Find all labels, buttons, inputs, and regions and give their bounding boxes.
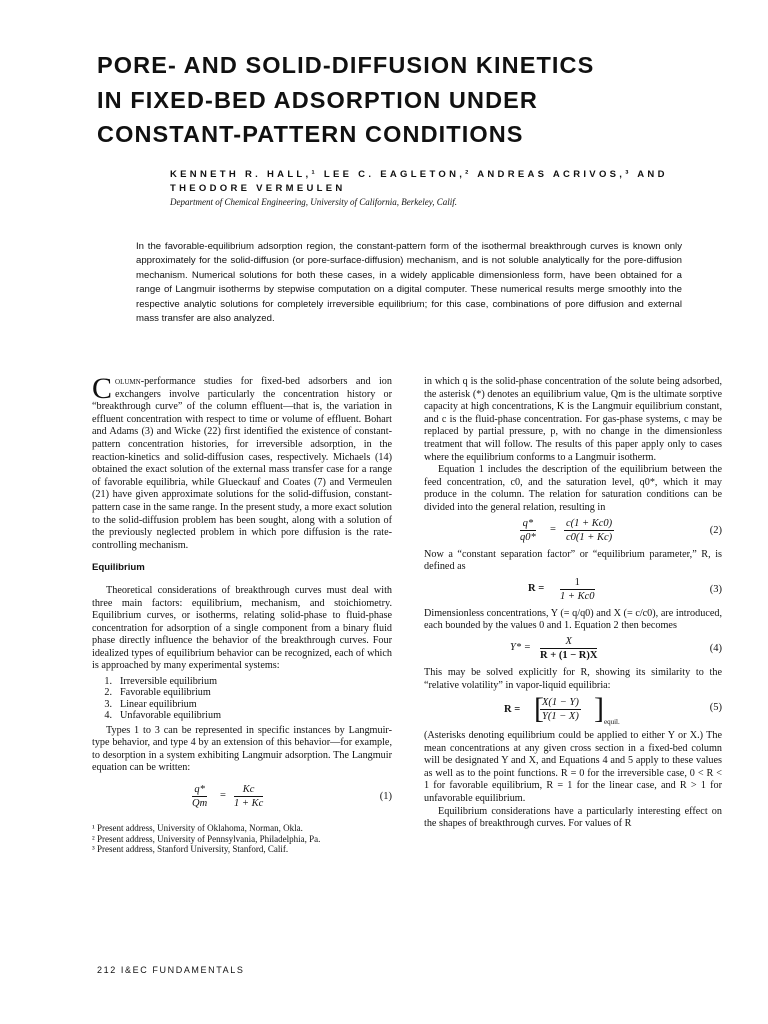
equation-4: Y* = $\frac{X}{R + (1 - R)X}$ (4) [510,635,722,661]
footnote-2: ² Present address, University of Pennsylvania, Philadelphia, Pa. [92,833,321,844]
abstract: In the favorable-equilibrium adsorption region, the constant-pattern form of the isothermal breakthrough curves is known only approximately for the solid-diffusion (or pore-surface-diffusion) mechanism, and is not soluble analytically for the pore-diffusion mechanism. Numerical solutions for both these cases, in a widely applicable dimensionless form, have been obtained for a range of Langmuir isotherms by stepwise computation on a digital computer. These numerical results merge smoothly into the respective analytic solutions for completely irreversible equilibrium; for this case, combinations of pore diffusion and external mass transfer are also analyzed. [136,241,682,325]
authors-line-2: THEODORE VERMEULEN [170,183,346,194]
page-footer: 212 I&EC FUNDAMENTALS [97,965,245,975]
footnotes [92,823,392,855]
langmuir-paragraph: Types 1 to 3 can be represented in specific instances by Langmuir-type behavior, and type 4 by an extension of this behavior—for example, to desorption in a system exhibiting Langmuir adsorption. The Langmuir equation can be written: [92,724,392,774]
equation-5: R = [ $\frac{X(1 - Y)}{Y(1 - X)}$ ] equil. (5) [504,692,722,727]
equation-1: $\frac{q*}{Qm}$ = $\frac{Kc}{1 + Kc}$ (1) [192,784,392,810]
intro-text: -performance studies for fixed-bed adsorbers and ion exchangers involve particularly the concentration history or “breakthrough curve” of the column effluent—that is, the variation in effluent concentration with respect to time or volume of effluent. Bohart and Adams (3) and Wicke (22) first identified the existence of constant-pattern concentration histories, for irreversible adsorption, in the reaction-kinetics and solid-diffusion cases, respectively. Michaels (14) obtained the exact solution of the external mass transfer case for a range of favorable equilibria, while Glueckauf and Coates (7) and Vermeulen (21) have given approximate solutions for the solid-diffusion, constant-pattern case in the same range. In the present study, a more exact solution to the solid-diffusion problem has been sought, along with a solution of the previously neglected problem in which pore diffusion is the rate-controlling mechanism. [92,376,392,551]
title-line-2: IN FIXED-BED ADSORPTION UNDER [97,86,538,113]
eq3-rhs: $\frac{1}{1 + Kc0}$ [560,576,595,602]
right-paragraph-2: Equation 1 includes the description of the equilibrium between the feed concentration, c0, and the saturation level, q0*, which it may produce in the column. The relation for saturation conditions can be divided into the general relation, resulting in [424,464,722,513]
eq1-lhs: $\frac{q*}{Qm}$ [192,784,208,810]
eq1-rhs: $\frac{Kc}{1 + Kc}$ [234,784,264,810]
equation-2: $\frac{q*}{q0*}$ = $\frac{c(1 + Kc0)}{c0(1 + Kc)}$ (2) [520,517,722,543]
intro-paragraph [92,372,392,552]
eq5-number: (5) [709,702,722,714]
intro-small-caps: olumn [115,376,141,387]
eq3-number: (3) [709,583,722,595]
footnote-1: ¹ Present address, University of Oklahoma, Norman, Okla. [92,823,303,834]
drop-cap: C [92,372,113,405]
right-paragraph-4: Dimensionless concentrations, Y (= q/q0) and X (= c/c0), are introduced, each bounded by the values 0 and 1. Equation 2 then becomes [424,607,722,632]
eq4-number: (4) [709,642,722,654]
eq1-number: (1) [379,791,392,803]
right-paragraph-1: in which q is the solid-phase concentration of the solute being adsorbed, the asterisk (*) denotes an equilibrium value, Qm is the ultimate sorptive capacity at high concentrations, K is the Langmuir equilibrium constant, and c is the fluid-phase concentration. For gas-phase systems, c may be replaced by partial pressure, p, with no change in the dimensionless treatment that will follow. The results of this paper apply only to cases where the equilibrium conforms to a Langmuir isotherm. [424,376,722,463]
equilibrium-types-list [92,676,392,722]
right-paragraph-3: Now a “constant separation factor” or “equilibrium parameter,” R, is defined as [424,548,722,573]
equation-3: R = $\frac{1}{1 + Kc0}$ (3) [528,576,722,602]
list-item: 3. Linear equilibrium [104,698,197,710]
right-paragraph-7: Equilibrium considerations have a particularly interesting effect on the shapes of breakthrough curves. For values of R [424,805,722,830]
equilibrium-paragraph: Theoretical considerations of breakthrough curves must deal with three main factors: equilibrium, mechanism, and stoichiometry. Equilibrium curves, or isotherms, relating solid-phase to fluid-phase concentration for adsorption of a single component from a binary fluid phase directly influence the behavior of the breakthrough curves. Four idealized types of equilibrium behavior can be recognized, each of which is approached by many experimental systems: [92,584,392,672]
list-item: 2. Favorable equilibrium [104,687,211,699]
eq4-rhs: $\frac{X}{R + (1 - R)X}$ [540,635,598,661]
eq2-number: (2) [709,524,722,536]
left-column [92,372,392,855]
right-column [424,376,722,831]
footnote-3: ³ Present address, Stanford University, Stanford, Calif. [92,844,289,855]
author-list [170,168,668,196]
eq5-rhs: $\frac{X(1 - Y)}{Y(1 - X)}$ [542,697,579,723]
right-paragraph-6: (Asterisks denoting equilibrium could be applied to either Y or X.) The mean concentrations at any given cross section in a fixed-bed column will be designated Y and X, and Equations 4 and 5 apply to these values as well as to the point functions. R = 0 for the irreversible case, 0 < R < 1 for favorable equilibrium, R = 1 for the linear case, and R > 1 for unfavorable equilibrium. [424,730,722,805]
authors-line-1: KENNETH R. HALL,¹ LEE C. EAGLETON,² ANDREAS ACRIVOS,³ AND [170,169,668,180]
affiliation: Department of Chemical Engineering, University of California, Berkeley, Calif. [170,197,457,207]
list-item: 1. Irreversible equilibrium [104,676,218,688]
eq2-lhs: $\frac{q*}{q0*}$ [520,517,536,543]
list-item: 4. Unfavorable equilibrium [104,710,221,722]
title-line-1: PORE- AND SOLID-DIFFUSION KINETICS [97,52,595,78]
title-line-3: CONSTANT-PATTERN CONDITIONS [97,121,524,147]
eq2-rhs: $\frac{c(1 + Kc0)}{c0(1 + Kc)}$ [566,517,613,543]
section-heading-equilibrium: Equilibrium [92,562,145,574]
paper-title [97,48,737,152]
right-paragraph-5: This may be solved explicitly for R, showing its similarity to the “relative volatility” in vapor-liquid equilibria: [424,666,722,691]
